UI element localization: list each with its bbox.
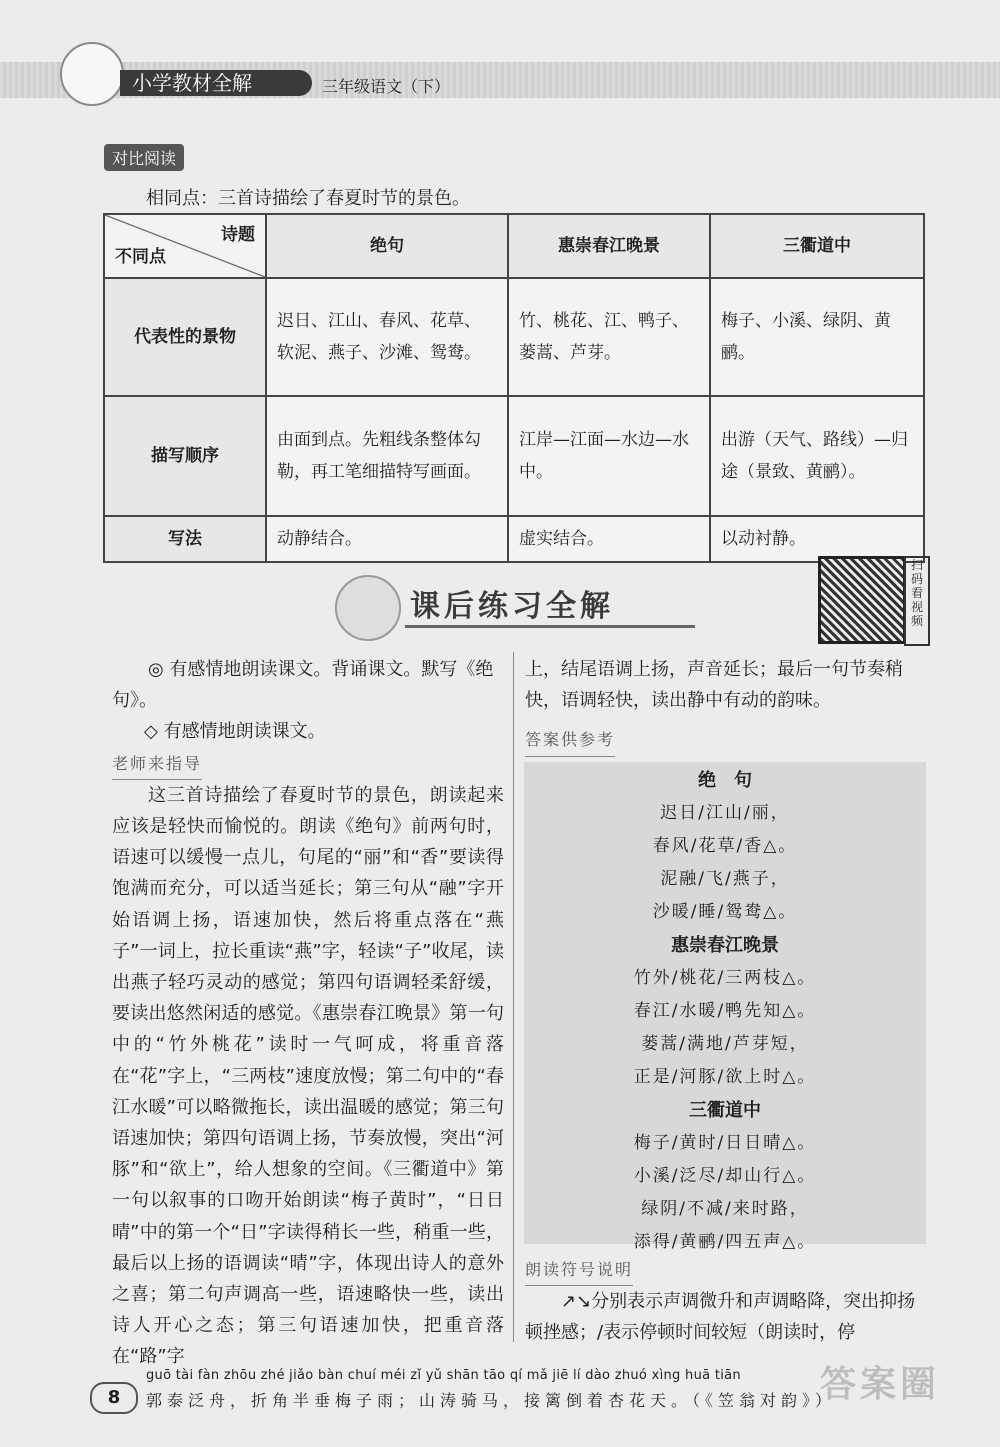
poem-line: 添得/黄鹂/四五声△。	[633, 1232, 817, 1252]
table-corner-cell	[104, 214, 266, 278]
table-cell: 竹、桃花、江、鸭子、蒌蒿、芦芽。	[508, 278, 710, 396]
table-cell: 由面到点。先粗线条整体勾勒，再工笔细描特写画面。	[266, 396, 508, 516]
qr-code-icon[interactable]	[818, 556, 906, 644]
banner-title: 课后练习全解	[410, 589, 614, 624]
table-row	[104, 396, 924, 516]
footer-pinyin: guō tài fàn zhōu zhé jiǎo bàn chuí méi zǐ yǔ shān tāo qí mǎ jiē lí dào zhuó xìng huā tiān	[146, 1368, 741, 1383]
answer-label: 答案供参考	[525, 724, 925, 756]
column-divider	[513, 652, 514, 1342]
series-title: 小学教材全解	[120, 70, 312, 96]
row-header: 代表性的景物	[104, 278, 266, 396]
qr-label: 扫码看视频	[904, 556, 930, 646]
watermark: 答案圈	[820, 1364, 941, 1405]
answer-box	[524, 762, 926, 1252]
corner-bottom-label: 不同点	[115, 247, 166, 267]
poem-title: 惠崇春江晚景	[671, 935, 779, 956]
row-header: 描写顺序	[104, 396, 266, 516]
poem-line: 沙暖/睡/鸳鸯△。	[652, 902, 798, 922]
poem-line: 绿阴/不减/来时路，	[641, 1199, 809, 1219]
section-tag: 对比阅读	[104, 144, 184, 171]
poem-line: 春江/水暖/鸭先知△。	[633, 1001, 817, 1021]
poem-line: 梅子/黄时/日日晴△。	[633, 1133, 817, 1153]
mascot-icon	[60, 42, 124, 106]
table-cell: 以动衬静。	[710, 516, 924, 562]
poem-line: 竹外/桃花/三两枝△。	[633, 968, 817, 988]
table-header-row	[104, 214, 924, 278]
table-row	[104, 516, 924, 562]
table-cell: 江岸—江面—水边—水中。	[508, 396, 710, 516]
poem-title: 三衢道中	[689, 1100, 761, 1121]
common-point: 相同点：三首诗描绘了春夏时节的景色。	[146, 188, 470, 209]
column-header: 惠崇春江晚景	[508, 214, 710, 278]
left-column	[112, 654, 504, 1373]
symbol-text: ↗↘分别表示声调微升和声调略降，突出抑扬顿挫感；/表示停顿时间较短（朗读时，停	[525, 1291, 916, 1344]
footer-verse: 郭泰泛舟，折角半垂梅子雨；山涛骑马，接篱倒着杏花天。（《笠翁对韵》）	[146, 1391, 837, 1410]
row-header: 写法	[104, 516, 266, 562]
continuation-text: 上，结尾语调上扬，声音延长；最后一句节奏稍快，语调轻快，读出静中有动的韵味。	[525, 659, 903, 712]
subtask-text: ◇ 有感情地朗读课文。	[144, 721, 326, 743]
column-header: 绝句	[266, 214, 508, 278]
page-number: 8	[90, 1382, 138, 1414]
poem-line: 泥融/飞/燕子，	[660, 869, 790, 889]
symbol-label: 朗读符号说明	[525, 1254, 925, 1286]
poem-title: 绝 句	[698, 770, 752, 791]
comparison-table	[103, 213, 925, 563]
task-text: ◎ 有感情地朗读课文。背诵课文。默写《绝句》。	[112, 659, 494, 712]
task-icon: ◎	[148, 659, 170, 680]
poem-line: 蒌蒿/满地/芦芽短，	[641, 1034, 809, 1054]
guide-label: 老师来指导	[112, 748, 504, 780]
mascot-icon	[335, 575, 401, 641]
table-cell: 出游（天气、路线）—归途（景致、黄鹂）。	[710, 396, 924, 516]
guide-paragraph: 这三首诗描绘了春夏时节的景色，朗读起来应该是轻快而愉悦的。朗读《绝句》前两句时，语速可以缓慢一点儿，句尾的“丽”和“香”要读得饱满而充分，可以适当延长；第三句从“融”字开始语调上扬，语速加快，然后将重点落在“燕子”一词上，拉长重读“燕”字，轻读“子”收尾，读出燕子轻巧灵动的感觉；第四句语调轻柔舒缓，要读出悠然闲适的感觉。《惠崇春江晚景》第一句中的“竹外桃花”读时一气呵成，将重音落在“花”字上，“三两枝”速度放慢；第二句中的“春江水暖”可以略微拖长，读出温暖的感觉；第三句语速加快；第四句语调上扬，节奏放慢，突出“河豚”和“欲上”，给人想象的空间。《三衢道中》第一句以叙事的口吻开始朗读“梅子黄时”，“日日晴”中的第一个“日”字读得稍长一些，稍重一些，最后以上扬的语调读“晴”字，体现出诗人的意外之喜；第二句声调高一些，语速略快一些，读出诗人开心之态；第三句语速加快，把重音落在“路”字	[112, 784, 504, 1368]
table-cell: 梅子、小溪、绿阴、黄鹂。	[710, 278, 924, 396]
poem-line: 春风/花草/香△。	[652, 836, 798, 856]
section-banner	[335, 575, 695, 635]
table-cell: 虚实结合。	[508, 516, 710, 562]
table-cell: 迟日、江山、春风、花草、软泥、燕子、沙滩、鸳鸯。	[266, 278, 508, 396]
symbol-section	[525, 1254, 925, 1349]
column-header: 三衢道中	[710, 214, 924, 278]
poem-line: 迟日/江山/丽，	[660, 803, 790, 823]
corner-top-label: 诗题	[221, 225, 255, 245]
poem-line: 小溪/泛尽/却山行△。	[633, 1166, 817, 1186]
table-cell: 动静结合。	[266, 516, 508, 562]
poem-line: 正是/河豚/欲上时△。	[633, 1067, 817, 1087]
table-row	[104, 278, 924, 396]
right-column	[525, 654, 925, 757]
tone-mark-icon: ↗↘	[561, 1291, 592, 1313]
banner-underline	[405, 625, 695, 628]
poem-list	[524, 762, 926, 1259]
grade-subtitle: 三年级语文（下）	[322, 77, 451, 96]
